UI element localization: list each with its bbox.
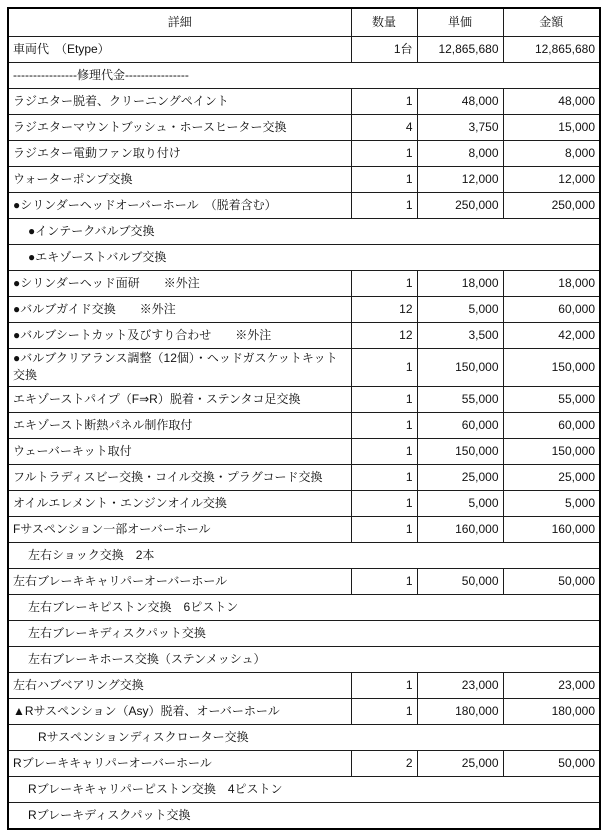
table-row: [8, 271, 600, 297]
quantity-cell: 1: [351, 568, 417, 594]
invoice-table-body: [8, 37, 600, 829]
table-header-row: [8, 8, 600, 37]
unit-price-cell: 160,000: [417, 516, 503, 542]
amount-cell: 60,000: [503, 297, 600, 323]
quantity-cell: 1: [351, 271, 417, 297]
quantity-cell: 1: [351, 193, 417, 219]
table-row: [8, 141, 600, 167]
amount-cell: 12,865,680: [503, 37, 600, 63]
table-row: [8, 802, 600, 829]
detail-cell: ●インテークバルブ交換: [8, 219, 600, 245]
unit-price-cell: 55,000: [417, 386, 503, 412]
detail-cell: ●シリンダーヘッド面研 ※外注: [8, 271, 351, 297]
quantity-cell: 1: [351, 386, 417, 412]
unit-price-cell: 60,000: [417, 412, 503, 438]
table-row: [8, 349, 600, 387]
detail-cell: 車両代 （Etype）: [8, 37, 351, 63]
quantity-cell: 1: [351, 438, 417, 464]
detail-cell: 左右ブレーキディスクパット交換: [8, 620, 600, 646]
quantity-cell: 12: [351, 323, 417, 349]
detail-cell: 左右ブレーキキャリパーオーバーホール: [8, 568, 351, 594]
quantity-cell: 1: [351, 412, 417, 438]
unit-price-cell: 3,500: [417, 323, 503, 349]
quantity-cell: 1台: [351, 37, 417, 63]
unit-price-cell: 25,000: [417, 750, 503, 776]
unit-price-cell: 12,000: [417, 167, 503, 193]
detail-cell: ラジエター脱着、クリーニングペイント: [8, 89, 351, 115]
detail-cell: Rブレーキディスクパット交換: [8, 802, 600, 829]
unit-price-cell: 150,000: [417, 438, 503, 464]
table-row: [8, 115, 600, 141]
quantity-cell: 1: [351, 349, 417, 387]
unit-price-cell: 25,000: [417, 464, 503, 490]
amount-cell: 18,000: [503, 271, 600, 297]
detail-cell: Rサスペンションディスクローター交換: [8, 724, 600, 750]
quantity-cell: 1: [351, 89, 417, 115]
header-quantity: 数量: [351, 8, 417, 37]
unit-price-cell: 5,000: [417, 490, 503, 516]
detail-cell: ●バルブガイド交換 ※外注: [8, 297, 351, 323]
detail-cell: Rブレーキキャリパーピストン交換 4ピストン: [8, 776, 600, 802]
table-row: [8, 542, 600, 568]
amount-cell: 180,000: [503, 698, 600, 724]
amount-cell: 23,000: [503, 672, 600, 698]
amount-cell: 50,000: [503, 750, 600, 776]
detail-cell: エキゾースト断熱パネル制作取付: [8, 412, 351, 438]
table-row: [8, 167, 600, 193]
unit-price-cell: 5,000: [417, 297, 503, 323]
table-row: [8, 412, 600, 438]
table-row: [8, 698, 600, 724]
detail-cell: ●エキゾーストバルブ交換: [8, 245, 600, 271]
detail-cell: Rブレーキキャリパーオーバーホール: [8, 750, 351, 776]
quantity-cell: 1: [351, 490, 417, 516]
quantity-cell: 1: [351, 464, 417, 490]
detail-cell: ●バルブクリアランス調整（12個）・ヘッドガスケットキット交換: [8, 349, 351, 387]
amount-cell: 12,000: [503, 167, 600, 193]
table-row: [8, 646, 600, 672]
detail-cell: 左右ブレーキピストン交換 6ピストン: [8, 594, 600, 620]
unit-price-cell: 250,000: [417, 193, 503, 219]
table-row: [8, 568, 600, 594]
amount-cell: 55,000: [503, 386, 600, 412]
table-row: [8, 297, 600, 323]
amount-cell: 250,000: [503, 193, 600, 219]
unit-price-cell: 18,000: [417, 271, 503, 297]
quantity-cell: 1: [351, 516, 417, 542]
amount-cell: 25,000: [503, 464, 600, 490]
amount-cell: 50,000: [503, 568, 600, 594]
amount-cell: 42,000: [503, 323, 600, 349]
header-amount: 金額: [503, 8, 600, 37]
unit-price-cell: 48,000: [417, 89, 503, 115]
table-row: [8, 724, 600, 750]
amount-cell: 15,000: [503, 115, 600, 141]
unit-price-cell: 8,000: [417, 141, 503, 167]
table-row: [8, 750, 600, 776]
detail-cell: ●バルブシートカット及びすり合わせ ※外注: [8, 323, 351, 349]
quantity-cell: 1: [351, 672, 417, 698]
header-detail: 詳細: [8, 8, 351, 37]
quantity-cell: 4: [351, 115, 417, 141]
table-row: [8, 672, 600, 698]
detail-cell: ▲Rサスペンション（Asy）脱着、オーバーホール: [8, 698, 351, 724]
unit-price-cell: 12,865,680: [417, 37, 503, 63]
detail-cell: ラジエター電動ファン取り付け: [8, 141, 351, 167]
unit-price-cell: 150,000: [417, 349, 503, 387]
detail-cell: エキゾーストパイプ（F⇒R）脱着・ステンタコ足交換: [8, 386, 351, 412]
quantity-cell: 1: [351, 141, 417, 167]
table-row: [8, 516, 600, 542]
detail-cell: ウェーバーキット取付: [8, 438, 351, 464]
table-row: [8, 776, 600, 802]
amount-cell: 160,000: [503, 516, 600, 542]
table-row: [8, 620, 600, 646]
unit-price-cell: 180,000: [417, 698, 503, 724]
detail-cell: 左右ハブベアリング交換: [8, 672, 351, 698]
amount-cell: 48,000: [503, 89, 600, 115]
table-row: [8, 37, 600, 63]
amount-cell: 60,000: [503, 412, 600, 438]
table-row: [8, 594, 600, 620]
amount-cell: 8,000: [503, 141, 600, 167]
detail-cell: 左右ショック交換 2本: [8, 542, 600, 568]
detail-cell: Fサスペンション一部オーバーホール: [8, 516, 351, 542]
table-row: [8, 219, 600, 245]
detail-cell: ウォーターポンプ交換: [8, 167, 351, 193]
table-row: [8, 193, 600, 219]
detail-cell: オイルエレメント・エンジンオイル交換: [8, 490, 351, 516]
detail-cell: フルトラディスビー交換・コイル交換・プラグコード交換: [8, 464, 351, 490]
detail-cell: ラジエターマウントブッシュ・ホースヒーター交換: [8, 115, 351, 141]
detail-cell: ●シリンダーヘッドオーバーホール （脱着含む）: [8, 193, 351, 219]
quantity-cell: 12: [351, 297, 417, 323]
amount-cell: 5,000: [503, 490, 600, 516]
quantity-cell: 1: [351, 167, 417, 193]
quantity-cell: 2: [351, 750, 417, 776]
unit-price-cell: 3,750: [417, 115, 503, 141]
unit-price-cell: 23,000: [417, 672, 503, 698]
detail-cell: ----------------修理代金----------------: [8, 63, 600, 89]
invoice-table: [7, 7, 601, 830]
table-row: [8, 490, 600, 516]
table-row: [8, 386, 600, 412]
table-row: [8, 245, 600, 271]
table-row: [8, 63, 600, 89]
header-unit-price: 単価: [417, 8, 503, 37]
quantity-cell: 1: [351, 698, 417, 724]
detail-cell: 左右ブレーキホース交換（ステンメッシュ）: [8, 646, 600, 672]
unit-price-cell: 50,000: [417, 568, 503, 594]
amount-cell: 150,000: [503, 349, 600, 387]
amount-cell: 150,000: [503, 438, 600, 464]
table-row: [8, 323, 600, 349]
table-row: [8, 438, 600, 464]
table-row: [8, 464, 600, 490]
table-row: [8, 89, 600, 115]
